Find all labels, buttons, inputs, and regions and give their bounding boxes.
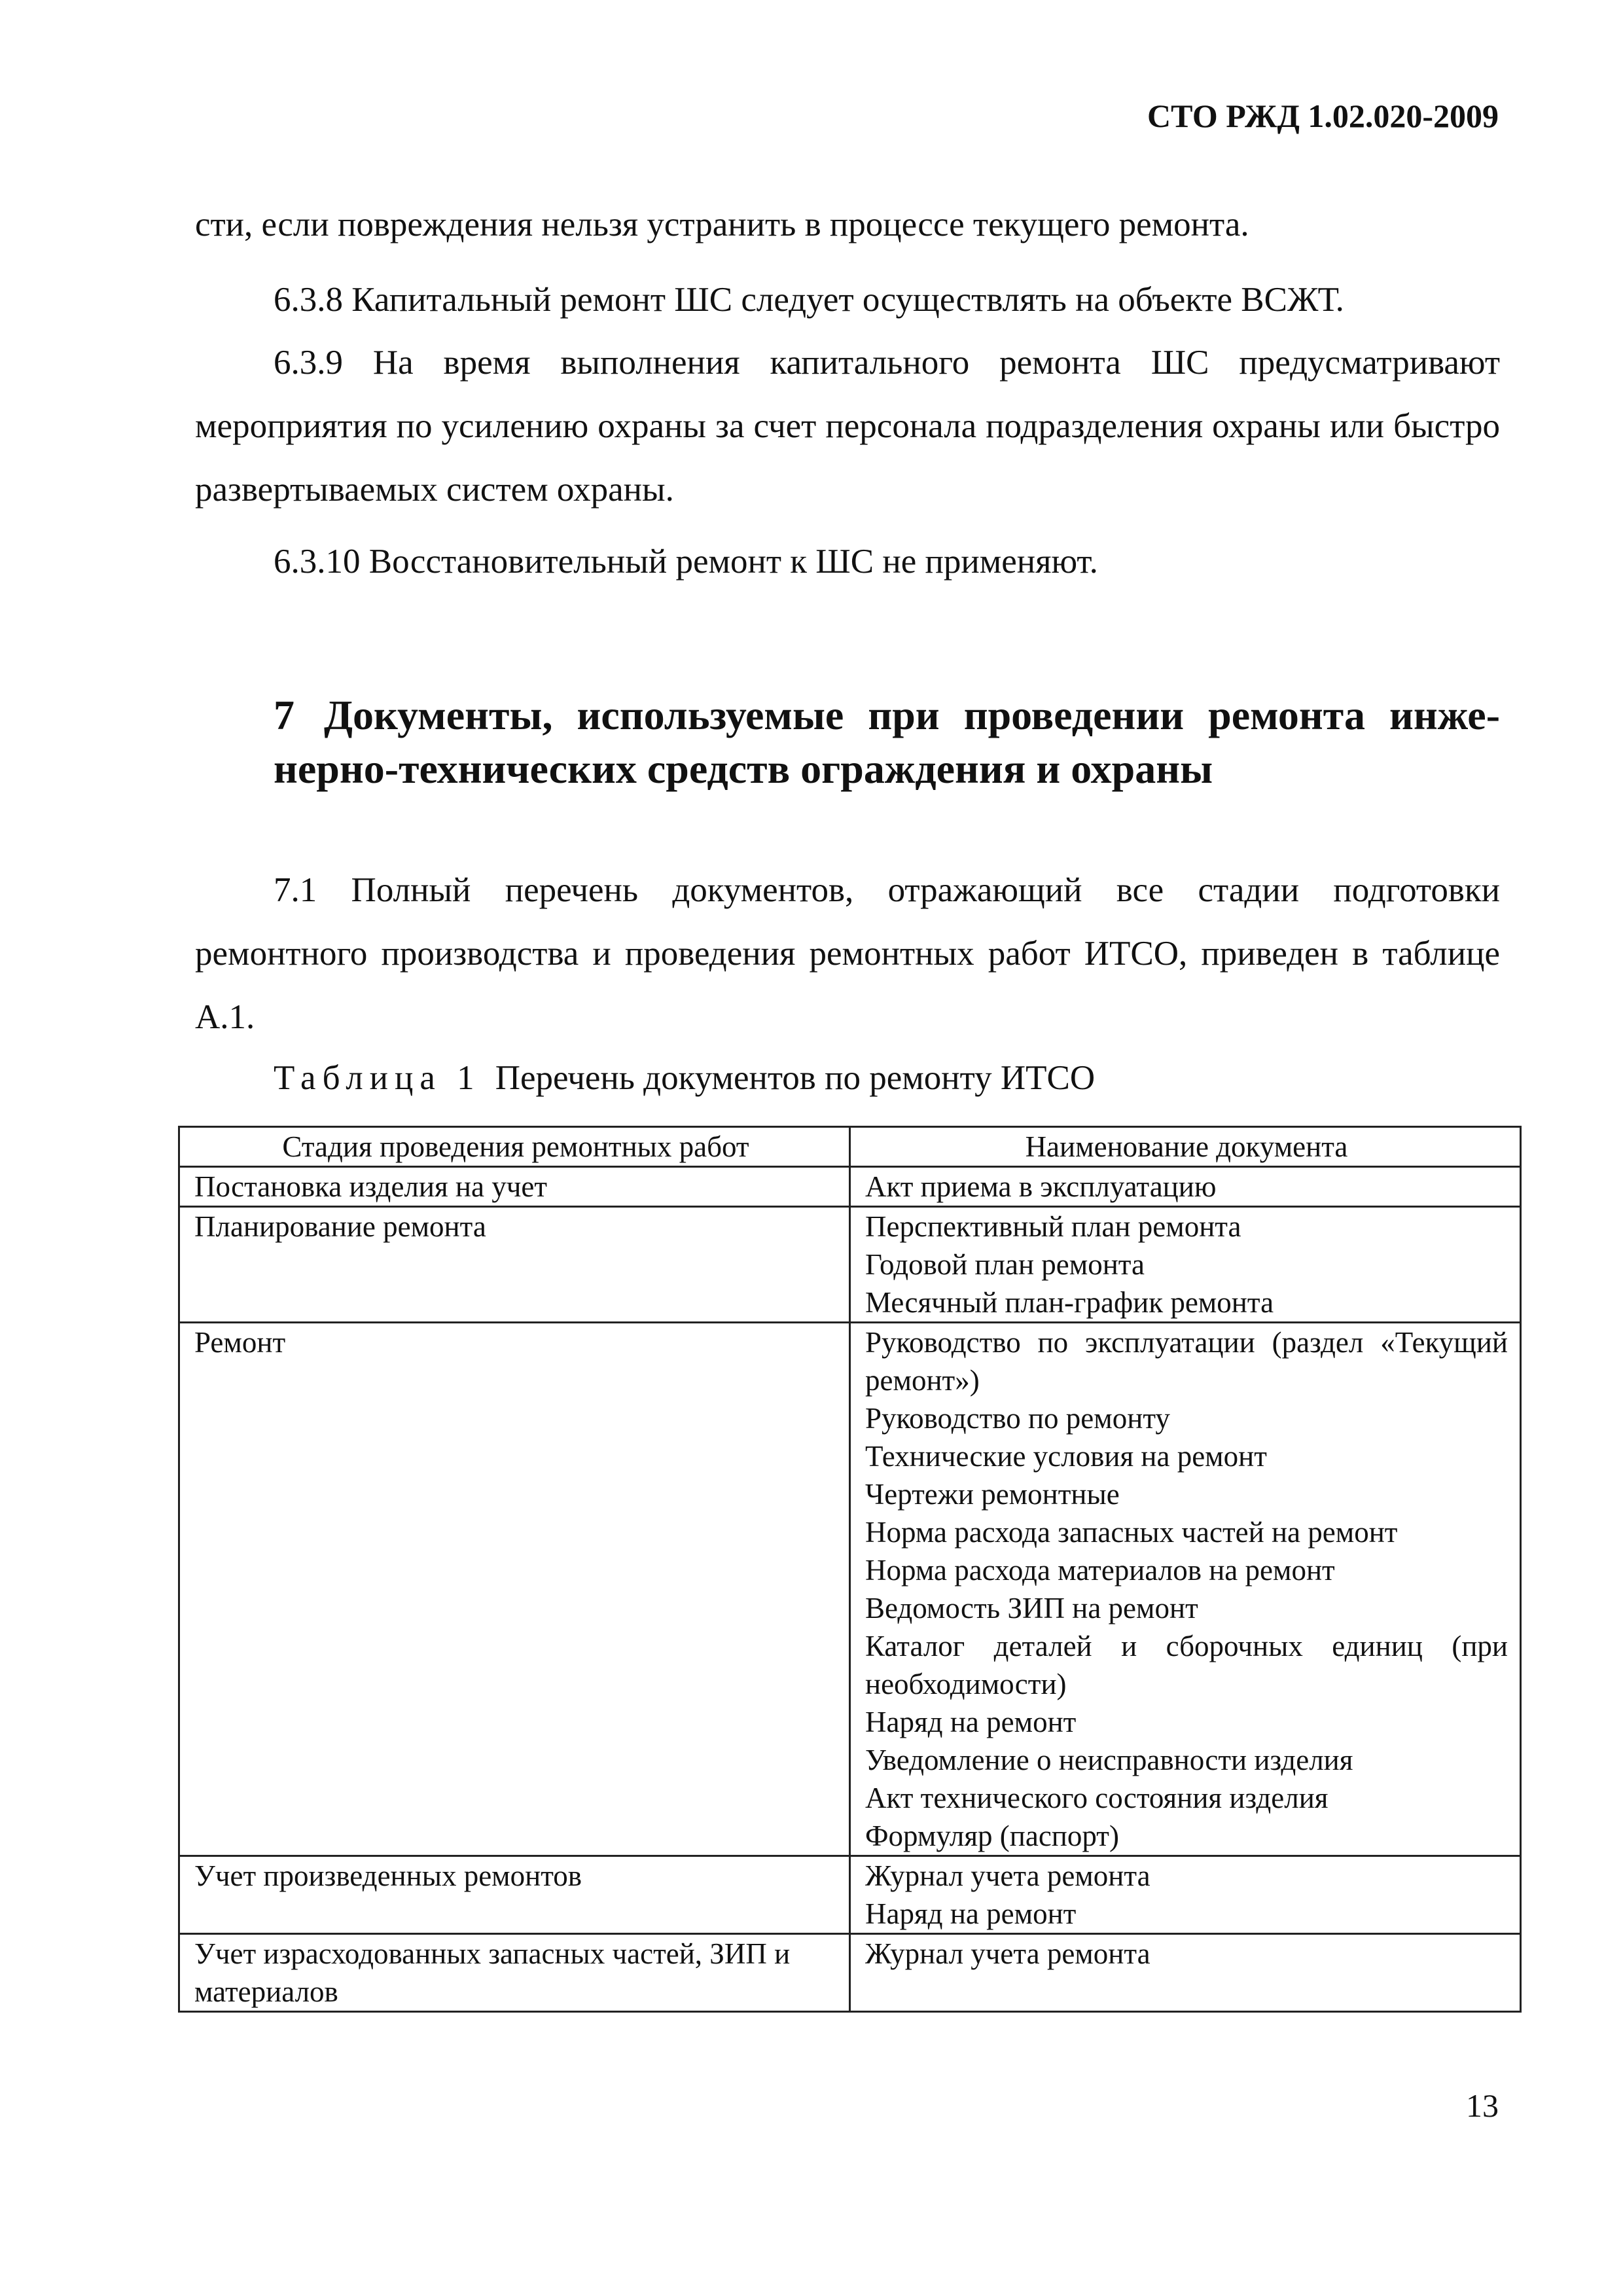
document-name: Норма расхода материалов на ремонт (865, 1554, 1335, 1587)
document-name: Наряд на ремонт (865, 1706, 1077, 1738)
column-header-stage: Стадия проведения ремонтных работ (179, 1127, 850, 1167)
document-name: Наряд на ремонт (865, 1897, 1077, 1930)
document-name: Норма расхода запасных частей на ремонт (865, 1516, 1398, 1549)
paragraph-6-3-8: 6.3.8 Капитальный ремонт ШС следует осуществлять на объекте ВСЖТ. (274, 281, 1344, 319)
document-name: Акт технического состояния изделия (865, 1782, 1329, 1814)
document-name: Месячный план-график ремонта (865, 1286, 1274, 1319)
document-name: Перспективный план ремонта (865, 1210, 1241, 1243)
paragraph-continuation: сти, если повреждения нельзя устранить в процессе текущего ремонта. (195, 206, 1249, 243)
table-row (179, 1207, 1521, 1323)
section-heading (274, 689, 1500, 796)
document-name: Формуляр (паспорт) (865, 1820, 1119, 1852)
document-name: Ведомость ЗИП на ремонт (865, 1592, 1198, 1624)
table-caption (274, 1055, 1095, 1101)
document-name: Уведомление о неисправности изделия (865, 1744, 1353, 1776)
table-caption-text: Перечень документов по ремонту ИТСО (495, 1059, 1096, 1097)
documents-cell (850, 1167, 1521, 1207)
column-header-document: Наименование документа (850, 1127, 1521, 1167)
stage-cell: Учет израсходованных запасных частей, ЗИП и материалов (179, 1934, 850, 2012)
documents-table (178, 1126, 1522, 2013)
stage-cell: Планирование ремонта (179, 1207, 850, 1323)
table-row (179, 1167, 1521, 1207)
document-name: Журнал учета ремонта (865, 1859, 1150, 1892)
documents-cell (850, 1934, 1521, 2012)
documents-cell (850, 1856, 1521, 1934)
table-row (179, 1323, 1521, 1856)
document-name: Журнал учета ремонта (865, 1937, 1150, 1970)
paragraph-7-1: 7.1 Полный перечень документов, отражающий все стадии подготовки ремонтного производства и проведения ремонтных работ ИТСО, приведен в таблице А.1. (195, 871, 1500, 1036)
table-body (179, 1167, 1521, 2012)
document-name: Акт приема в эксплуатацию (865, 1170, 1217, 1203)
documents-cell (850, 1323, 1521, 1856)
document-name: Руководство по эксплуатации (раздел «Текущий ремонт») (865, 1326, 1508, 1397)
document-name: Годовой план ремонта (865, 1248, 1145, 1281)
stage-cell: Ремонт (179, 1323, 850, 1856)
documents-cell (850, 1207, 1521, 1323)
document-name: Чертежи ремонтные (865, 1478, 1120, 1511)
table-row (179, 1934, 1521, 2012)
stage-cell: Учет произведенных ремонтов (179, 1856, 850, 1934)
table-caption-label: Таблица 1 (274, 1059, 481, 1097)
section-number: 7 (274, 692, 294, 738)
document-name: Технические условия на ремонт (865, 1440, 1267, 1473)
stage-cell: Постановка изделия на учет (179, 1167, 850, 1207)
table-row (179, 1856, 1521, 1934)
page-number: 13 (1466, 2087, 1499, 2124)
table-header-row (179, 1127, 1521, 1167)
paragraph-6-3-10: 6.3.10 Восстановительный ремонт к ШС не применяют. (274, 543, 1098, 581)
paragraph-6-3-9: 6.3.9 На время выполнения капитального ремонта ШС предусматривают мероприятия по усилению охраны за счет персонала подразделения охраны или быстро развертываемых систем охраны. (195, 344, 1500, 509)
document-code: СТО РЖД 1.02.020-2009 (1147, 98, 1499, 134)
document-name: Каталог деталей и сборочных единиц (при необходимости) (865, 1630, 1508, 1700)
document-name: Руководство по ремонту (865, 1402, 1170, 1435)
section-title: Документы, используемые при проведении ремонта инже-нерно-технических средств ограждения и охраны (274, 692, 1500, 792)
